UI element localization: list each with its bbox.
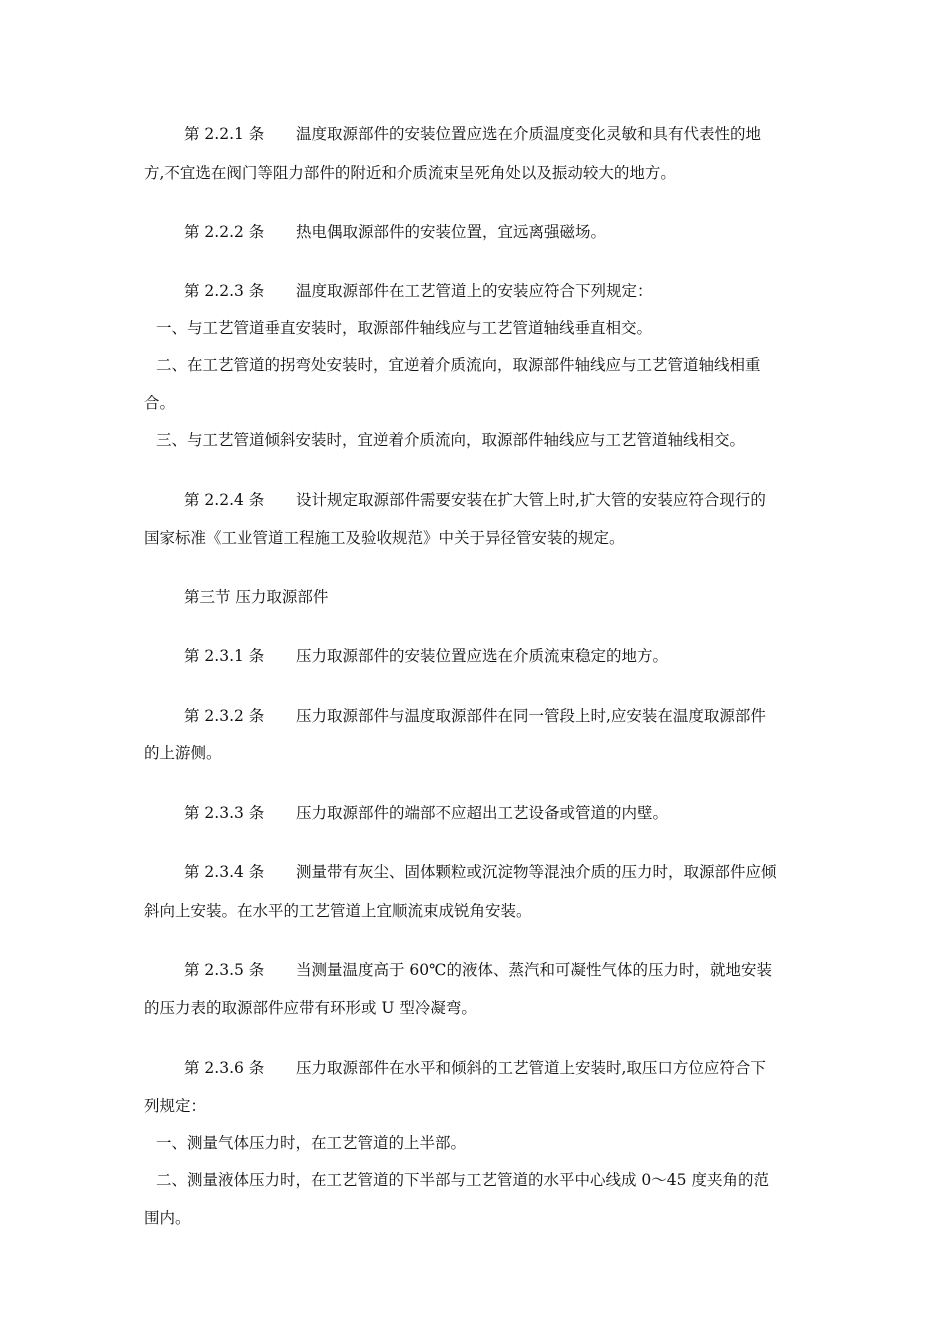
clause-text: 当测量温度高于 60℃的液体、蒸汽和可凝性气体的压力时，就地安装: [296, 961, 772, 979]
list-item: 一、测量气体压力时，在工艺管道的上半部。: [156, 1134, 467, 1152]
clause-text: 温度取源部件在工艺管道上的安装应符合下列规定：: [296, 282, 653, 300]
clause-first-line: [184, 960, 772, 980]
clause-text: 设计规定取源部件需要安装在扩大管上时,扩大管的安装应符合现行的: [296, 491, 766, 509]
list-item-continuation: 合。: [144, 394, 176, 412]
clause-first-line: [184, 1058, 766, 1078]
clause-label: 第 2.3.6 条: [184, 1059, 265, 1077]
list-item: 三、与工艺管道倾斜安装时，宜逆着介质流向，取源部件轴线应与工艺管道轴线相交。: [156, 431, 746, 449]
clause-text: 热电偶取源部件的安装位置，宜远离强磁场。: [296, 223, 607, 241]
clause-text: 压力取源部件的安装位置应选在介质流束稳定的地方。: [296, 647, 669, 665]
clause-label: 第 2.3.4 条: [184, 863, 265, 881]
list-item-continuation: 围内。: [144, 1209, 191, 1227]
clause-text: 测量带有灰尘、固体颗粒或沉淀物等混浊介质的压力时，取源部件应倾: [296, 863, 777, 881]
clause-first-line: [184, 862, 777, 882]
clause-first-line: [184, 490, 766, 510]
clause-text: 斜向上安装。在水平的工艺管道上宜顺流束成锐角安装。: [144, 902, 532, 920]
clause-text: 国家标准《工业管道工程施工及验收规范》中关于异径管安装的规定。: [144, 529, 625, 547]
clause-label: 第 2.2.2 条: [184, 223, 265, 241]
list-item: 二、测量液体压力时，在工艺管道的下半部与工艺管道的水平中心线成 0～45 度夹角的范: [156, 1171, 769, 1189]
clause-text: 的压力表的取源部件应带有环形或 U 型冷凝弯。: [144, 999, 477, 1017]
section-heading: 第三节 压力取源部件: [184, 588, 329, 606]
clause-first-line: [184, 706, 766, 726]
clause-first-line: [184, 281, 653, 301]
clause-label: 第 2.3.5 条: [184, 961, 265, 979]
clause-label: 第 2.2.4 条: [184, 491, 265, 509]
list-item: 一、与工艺管道垂直安装时，取源部件轴线应与工艺管道轴线垂直相交。: [156, 319, 653, 337]
clause-first-line: [184, 803, 668, 823]
clause-text: 的上游侧。: [144, 744, 222, 762]
clause-text: 压力取源部件与温度取源部件在同一管段上时,应安装在温度取源部件: [296, 707, 766, 725]
clause-first-line: [184, 124, 761, 144]
clause-label: 第 2.3.2 条: [184, 707, 265, 725]
clause-first-line: [184, 646, 668, 666]
clause-text: 温度取源部件的安装位置应选在介质温度变化灵敏和具有代表性的地: [296, 125, 762, 143]
clause-label: 第 2.3.1 条: [184, 647, 265, 665]
clause-text: 压力取源部件在水平和倾斜的工艺管道上安装时,取压口方位应符合下: [296, 1059, 766, 1077]
clause-label: 第 2.2.1 条: [184, 125, 265, 143]
clause-text: 列规定：: [144, 1097, 207, 1115]
clause-label: 第 2.3.3 条: [184, 804, 265, 822]
clause-first-line: [184, 222, 606, 242]
clause-text: 压力取源部件的端部不应超出工艺设备或管道的内壁。: [296, 804, 669, 822]
list-item: 二、在工艺管道的拐弯处安装时，宜逆着介质流向，取源部件轴线应与工艺管道轴线相重: [156, 356, 761, 374]
clause-text: 方,不宜选在阀门等阻力部件的附近和介质流束呈死角处以及振动较大的地方。: [144, 164, 676, 182]
clause-label: 第 2.2.3 条: [184, 282, 265, 300]
